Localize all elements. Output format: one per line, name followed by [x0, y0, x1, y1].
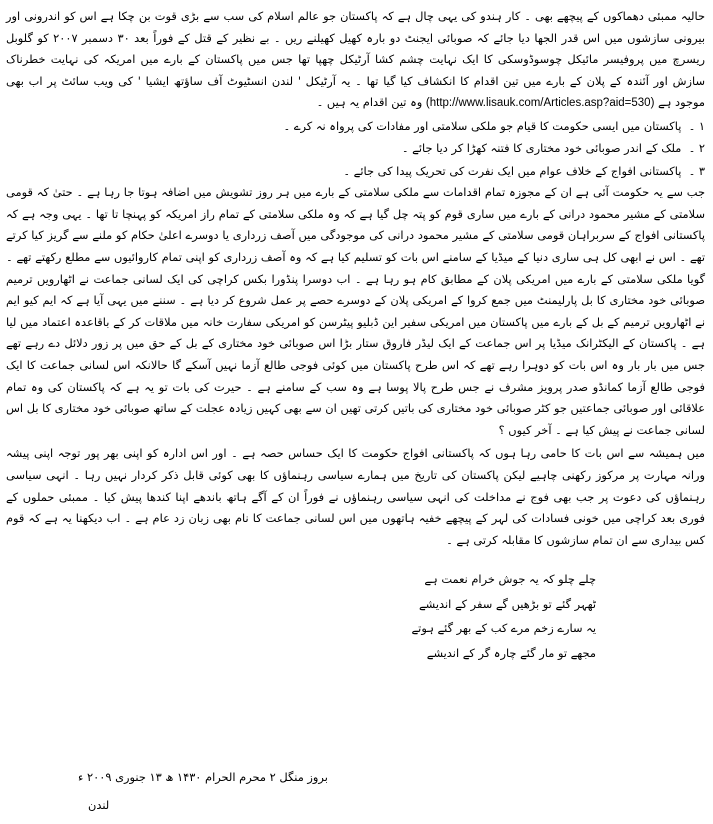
article-url-link[interactable]: (http://www.lisauk.com/Articles.asp?aid=530) — [425, 97, 655, 110]
list-item-text: پاکستان میں ایسی حکومت کا قیام جو ملکی سلامتی اور مفادات کی پرواہ نہ کرے ۔ — [283, 118, 682, 133]
list-item-number: ۲ ۔ — [688, 141, 705, 156]
poem-line: مجھے تو مار گئے چارہ گر کے اندیشے — [426, 646, 596, 661]
intro-tail-text: وہ تین اقدام یہ ہیں ۔ — [316, 95, 423, 110]
list-item — [6, 137, 705, 159]
list-item — [6, 115, 705, 137]
poem-line: یہ سارے زخم مرے کب کے بھر گئے ہوتے — [411, 621, 596, 636]
list-item-text: ملک کے اندر صوبائی خود مختاری کا فتنہ کھڑا کر دیا جائے ۔ — [401, 141, 682, 156]
article-paragraph-intro — [6, 6, 705, 115]
signoff-place: لندن — [88, 798, 110, 812]
list-item-number: ۳ ۔ — [688, 163, 705, 178]
signoff-date: بروز منگل ۲ محرم الحرام ۱۴۳۰ ھ ۱۳ جنوری ۲۰۰۹ ء — [78, 770, 328, 784]
steps-list — [6, 115, 705, 182]
poem-block — [296, 567, 596, 665]
list-item-number: ۱ ۔ — [688, 118, 705, 133]
article-paragraph-body: جب سے یہ حکومت آئی ہے ان کے مجوزہ تمام اقدامات سے ملکی سلامتی کے بارے میں ہر روز تشویش میں اضافہ ہوتا جا رہا ہے ۔ حتیٰ کہ قومی سلامتی کے مشیر محمود درانی کے بارے میں ساری قوم کو پتہ چل گیا ہے کہ وہ ملکی سلامتی کے تمام راز امریکہ کو پہنچا تا تھا ۔ یہی وجہ ہے کہ پاکستانی افواج کے سربراہان قومی سلامتی کے مشیر محمود درانی کی موجودگی میں آصف زرداری یا دوسرے اعلیٰ حکام کو ملنے سے گریز کیا کرتے تھے ۔ اس نے ابھی کل ہی ساری دنیا کے میڈیا کے سامنے اس بات کو تسلیم کیا ہے کہ وہ آصف زرداری کو اپنی تمام کاروائیوں سے مطلع رکھتے تھے ۔ گویا ملکی سلامتی کے بارے میں امریکی پلان کے مطابق کام ہو رہا ہے ۔ اب دوسرا پنڈورا بکس کراچی کی ایک لسانی جماعت نے اٹھارویں ترمیم صوبائی خود مختاری کا بل پارلیمنٹ میں جمع کروا کے امریکی پلان کے دوسرے حصے پر عمل شروع کر دیا ہے ۔ سننے میں یہی آیا ہے کہ ایم کیو ایم نے اٹھارویں ترمیم کے بل کے بارے میں پاکستان میں امریکی سفیر این ڈبلیو پیٹرسن کو امریکی سفارت خانہ میں ملاقات کر کے باقاعدہ اعتماد میں لیا ہے ۔ پاکستان کے الیکٹرانک میڈیا پر اس جماعت کے ایک لیڈر فاروق ستار بڑا اس صوبائی خود مختاری کے بل کے حق میں پر زور دلائل دے رہے تھے جس میں بار بار وہ اس بات کو دوہرا رہے تھے کہ اس طرح پاکستان میں کوئی فوجی طالع آزما نہیں آسکے گا حالانکہ اس لسانی جماعت کا ایک فوجی طالع آزما کمانڈو صدر پرویز مشرف نے جس طرح پالا پوسا ہے وہ سب کے سامنے ہے ۔ حیرت کی بات تو یہ ہے کہ پاکستان کی وہ تمام علاقائی اور صوبائی جماعتیں جو کٹر صوبائی خود مختاری کی باتیں کرتی تھیں ان سے بھی کہیں زیادہ عجلت کے ساتھ صوبائی خود مختاری کا بل اس لسانی جماعت نے پیش کیا ہے ۔ آخر کیوں ؟ — [6, 185, 705, 437]
article-paragraph-closing: میں ہمیشہ سے اس بات کا حامی رہا ہوں کہ پاکستانی افواج حکومت کا ایک حساس حصہ ہے ۔ اور اس ادارہ کو اپنی بھر پور توجہ اپنی پیشہ ورانہ مہارت پر مرکوز رکھنی چاہیے لیکن پاکستان کی تاریخ میں ہمارے سیاسی رہنماؤں کا بھی کوئی قابل ذکر کردار نہیں رہا ۔ انہی سیاسی رہنماؤں کی دعوت پر جب بھی فوج نے مداخلت کی انہی سیاسی رہنماؤں نے فوراً ان کے آگے ہاتھ باندھے اپنا کندھا پیش کیا ۔ ممبئی حملوں کے فوری بعد کراچی میں خونی فسادات کی لہر کے پیچھے خفیہ ہاتھوں میں اس لسانی جماعت کا نام بھی زبان زد عام ہے ۔ اب دیکھنا یہ ہے کہ قوم کس بیداری سے ان تمام سازشوں کا مقابلہ کرتی ہے ۔ — [6, 446, 705, 547]
poem-line: چلے چلو کہ یہ جوش خرام نعمت ہے — [424, 572, 596, 587]
list-item-text: پاکستانی افواج کے خلاف عوام میں ایک نفرت کی تحریک پیدا کی جائے ۔ — [343, 163, 682, 178]
list-item — [6, 160, 705, 182]
poem-line: ٹھہر گئے تو بڑھیں گے سفر کے اندیشے — [419, 596, 596, 611]
intro-text: حالیہ ممبئی دھماکوں کے پیچھے بھی ۔ کار ہندو کی یہی چال ہے کہ پاکستان جو عالم اسلام کی سب سے بڑی قوت بن چکا ہے اس کو اندرونی اور بیرونی سازشوں میں اس قدر الجھا دیا جائے کہ صوبائی ایجنٹ دو بارہ کھیل کھیلنے ریں ۔ بے نظیر کے قتل کے فوراً بعد ۳۰ دسمبر ۲۰۰۷ کو گلوبل ریسرچ میں پروفیسر مائیکل چوسوڈوسکی کا ایک نہایت چشم کشا آرٹیکل چھپا تھا جس میں پاکستان کے بارے میں امریکہ کی نہایت خطرناک سازش اور آئندہ کے پلان کے بارے میں تین اقدام کا انکشاف کیا گیا تھا ۔ یہ آرٹیکل ' لندن انسٹیوٹ آف ساؤتھ ایشیا ' کی ویب سائٹ پر اب بھی موجود ہے — [6, 9, 705, 110]
